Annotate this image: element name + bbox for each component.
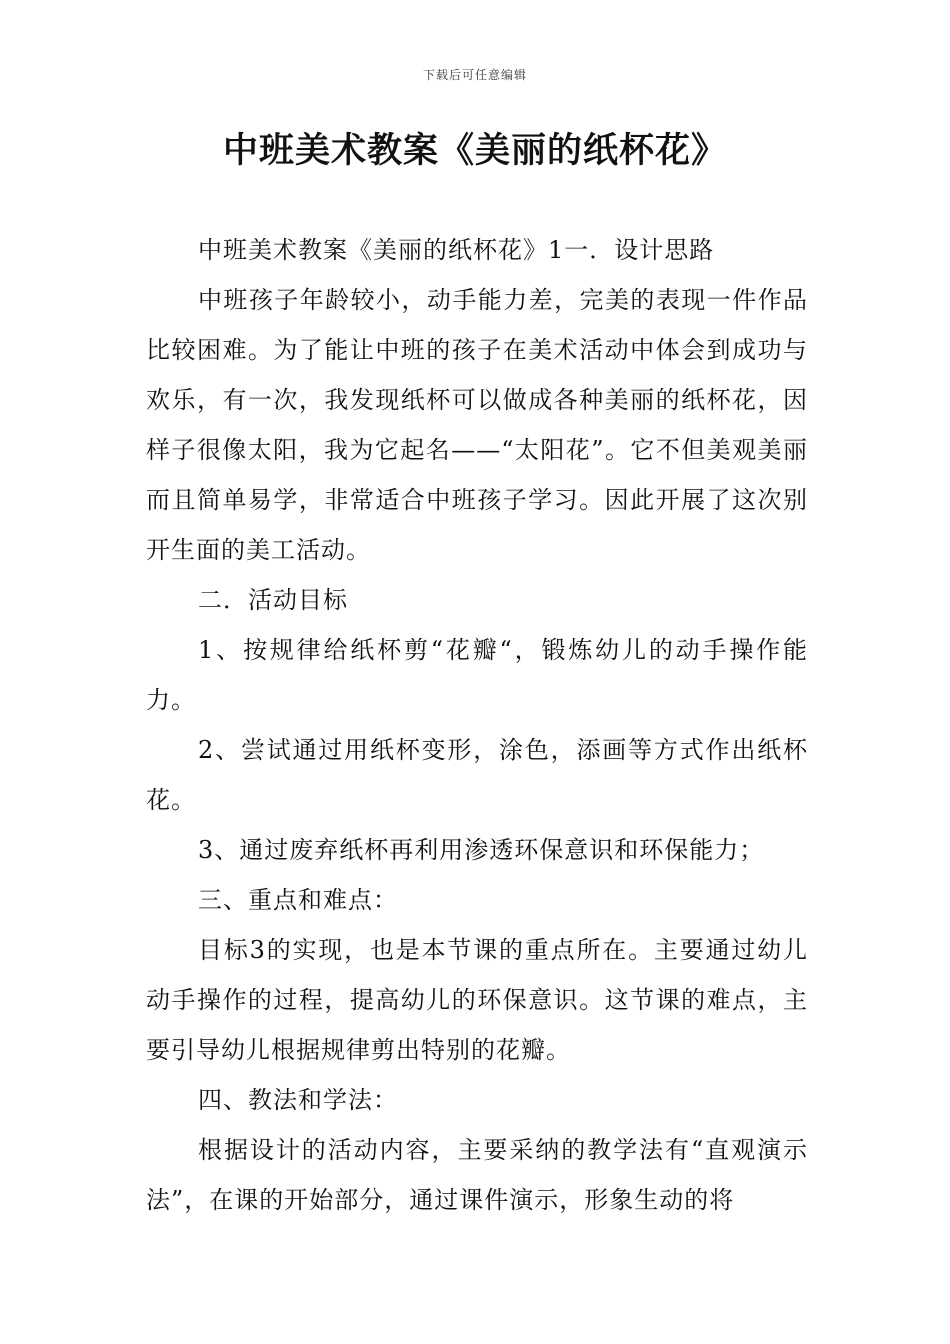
paragraph-design-ideas: 中班孩子年龄较小，动手能力差，完美的表现一件作品比较困难。为了能让中班的孩子在美术活动中体会到成功与欢乐，有一次，我发现纸杯可以做成各种美丽的纸杯花，因样子很像太阳，我为它起名——“太阳花”。它不但美观美丽而且简单易学，非常适合中班孩子学习。因此开展了这次别开生面的美工活动。	[146, 286, 808, 564]
paragraph-objectives-heading: 二．活动目标	[198, 586, 348, 614]
document-body	[146, 225, 808, 1225]
paragraph-methods-heading: 四、教法和学法：	[198, 1086, 398, 1114]
header-note: 下载后可任意编辑	[422, 68, 527, 82]
paragraph-methods: 根据设计的活动内容，主要采纳的教学法有“直观演示法”，在课的开始部分，通过课件演示，形象生动的将	[146, 1136, 808, 1214]
paragraph-key-points: 目标3的实现，也是本节课的重点所在。主要通过幼儿动手操作的过程，提高幼儿的环保意识。这节课的难点，主要引导幼儿根据规律剪出特别的花瓣。	[146, 936, 808, 1064]
paragraph-key-points-heading: 三、重点和难点：	[198, 886, 398, 914]
paragraph-objective-2: 2、尝试通过用纸杯变形，涂色，添画等方式作出纸杯花。	[146, 736, 808, 814]
document-title: 中班美术教案《美丽的纸杯花》	[222, 131, 727, 171]
paragraph-design-heading: 中班美术教案《美丽的纸杯花》1一．设计思路	[198, 236, 715, 264]
paragraph-objective-3: 3、通过废弃纸杯再利用渗透环保意识和环保能力；	[198, 836, 765, 864]
paragraph-objective-1: 1、按规律给纸杯剪“花瓣“，锻炼幼儿的动手操作能力。	[146, 636, 808, 714]
